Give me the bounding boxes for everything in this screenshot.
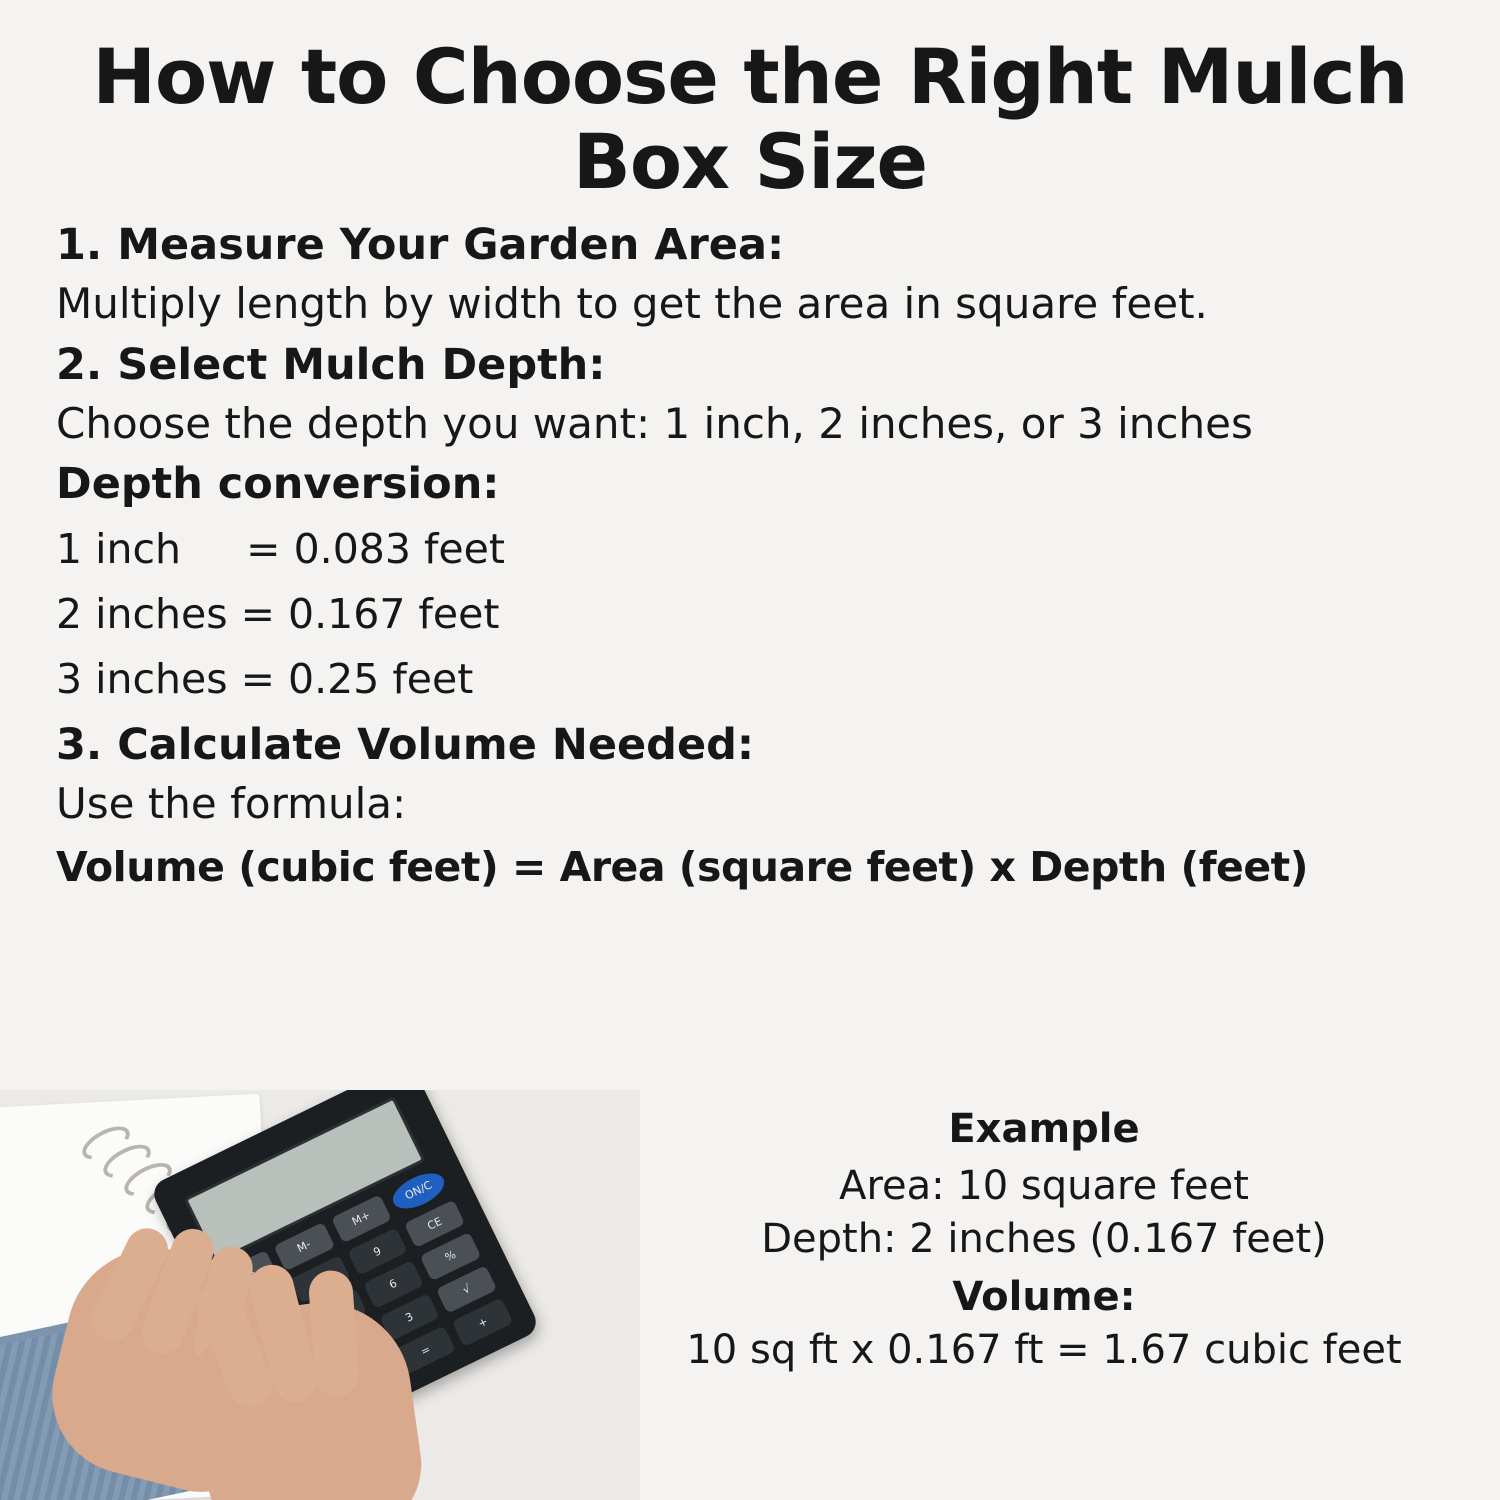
depth-conversion-row: 3 inches = 0.25 feet <box>56 655 474 704</box>
step-2-heading: 2. Select Mulch Depth: <box>56 339 606 390</box>
step-1-heading: 1. Measure Your Garden Area: <box>56 220 785 271</box>
step-3-text: Use the formula: <box>56 779 407 829</box>
calculator-key[interactable]: + <box>452 1298 513 1347</box>
calculator-key[interactable]: M+ <box>331 1194 392 1243</box>
calculator-key[interactable]: CE <box>404 1199 465 1248</box>
example-volume-result: 10 sq ft x 0.167 ft = 1.67 cubic feet <box>686 1327 1402 1374</box>
calculator-key[interactable]: √ <box>436 1265 497 1314</box>
calculator-key[interactable]: 6 <box>363 1260 424 1309</box>
lower-section <box>0 1090 1500 1500</box>
depth-conversion-row: 1 inch = 0.083 feet <box>56 524 505 573</box>
calculator-key[interactable]: 9 <box>347 1227 408 1276</box>
depth-conversion-row: 2 inches = 0.167 feet <box>56 589 500 638</box>
example-volume-label: Volume: <box>952 1274 1136 1321</box>
volume-formula: Volume (cubic feet) = Area (square feet) x Depth (feet) <box>56 843 1309 892</box>
depth-conversion-heading: Depth conversion: <box>56 459 500 510</box>
example-block <box>644 1104 1444 1378</box>
example-depth: Depth: 2 inches (0.167 feet) <box>761 1216 1327 1263</box>
calculator-key[interactable]: M- <box>273 1222 334 1271</box>
calculator-photo <box>0 1090 640 1500</box>
calculator-key[interactable]: % <box>420 1232 481 1281</box>
step-1-text: Multiply length by width to get the area in square feet. <box>56 279 1208 329</box>
step-2-text: Choose the depth you want: 1 inch, 2 inches, or 3 inches <box>56 398 1253 448</box>
page-title: How to Choose the Right Mulch Box Size <box>92 32 1408 207</box>
calculator-key[interactable]: = <box>395 1326 456 1375</box>
example-area: Area: 10 square feet <box>839 1163 1249 1209</box>
calculator-key[interactable]: ON/C <box>388 1166 449 1215</box>
step-3-heading: 3. Calculate Volume Needed: <box>56 720 755 771</box>
calculator-key[interactable]: 3 <box>379 1293 440 1342</box>
example-title: Example <box>948 1106 1140 1152</box>
